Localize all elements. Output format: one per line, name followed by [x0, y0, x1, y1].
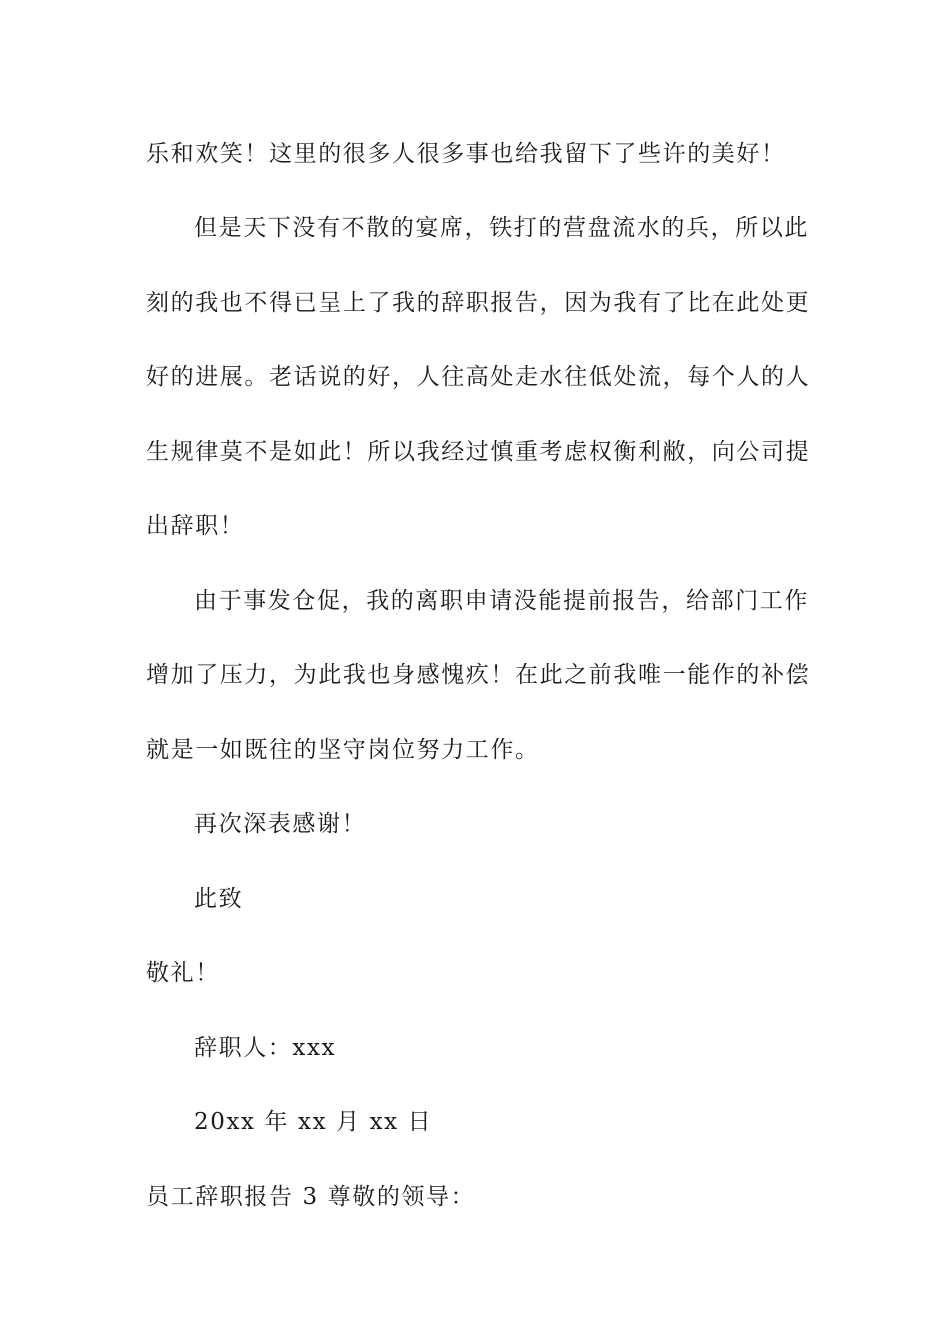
next-section-heading: 员工辞职报告 3 尊敬的领导：	[146, 1184, 476, 1210]
date-line: 20xx 年 xx 月 xx 日	[194, 1109, 433, 1135]
signature-line: 辞职人：xxx	[194, 1035, 337, 1061]
paragraph-line: 由于事发仓促，我的离职申请没能提前报告，给部门工作	[194, 588, 809, 614]
closing-line: 此致	[194, 886, 244, 912]
paragraph-line: 出辞职！	[146, 513, 245, 539]
paragraph-line: 但是天下没有不散的宴席，铁打的营盘流水的兵，所以此	[194, 215, 809, 241]
thanks-line: 再次深表感谢！	[194, 811, 367, 837]
paragraph-line: 生规律莫不是如此！所以我经过慎重考虑权衡利敝，向公司提	[146, 439, 811, 465]
paragraph-line: 乐和欢笑！这里的很多人很多事也给我留下了些许的美好！	[146, 141, 786, 167]
paragraph-line: 刻的我也不得已呈上了我的辞职报告，因为我有了比在此处更	[146, 290, 811, 316]
paragraph-line: 就是一如既往的坚守岗位努力工作。	[146, 737, 540, 763]
salutation-line: 敬礼！	[146, 960, 220, 986]
paragraph-line: 好的进展。老话说的好，人往高处走水往低处流，每个人的人	[146, 364, 811, 390]
paragraph-line: 增加了压力，为此我也身感愧疚！在此之前我唯一能作的补偿	[146, 662, 811, 688]
